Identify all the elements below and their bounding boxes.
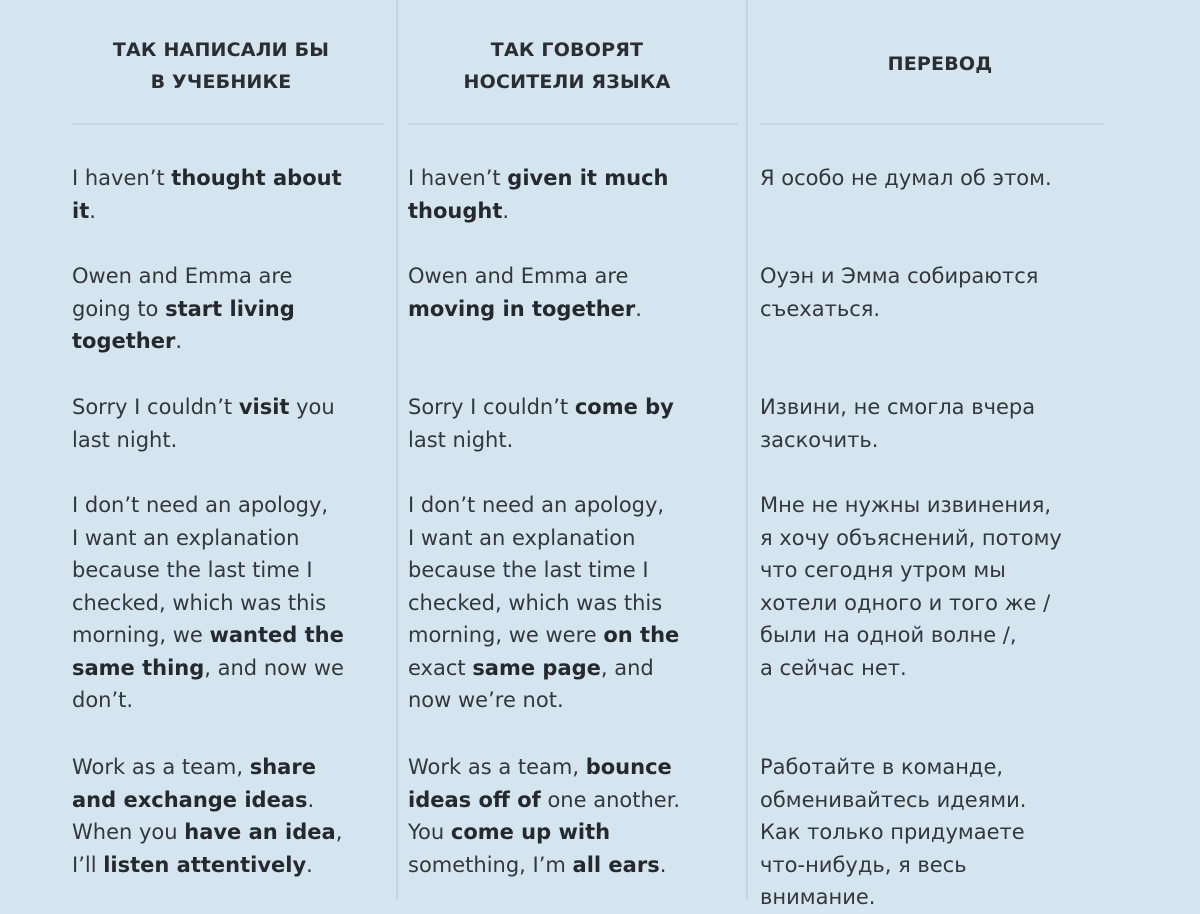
phrase-text: don’t. — [72, 688, 134, 712]
textbook-phrase — [72, 260, 295, 358]
phrase-text: а сейчас нет. — [760, 655, 907, 680]
bold-phrase: thought about — [171, 166, 342, 190]
phrase-text: . — [659, 852, 667, 877]
phrase-text: When you — [72, 820, 185, 844]
phrase-line — [408, 162, 669, 195]
textbook-phrase — [72, 489, 344, 717]
phrase-text: . — [306, 852, 313, 877]
phrase-text: обменивайтесь идеями. — [760, 787, 1027, 812]
bold-phrase: it — [72, 198, 90, 223]
phrase-text: . — [307, 787, 315, 812]
textbook-phrase — [72, 751, 342, 881]
phrase-line — [72, 751, 342, 784]
header-textbook — [60, 34, 382, 98]
header-translation — [780, 48, 1100, 80]
phrase-line — [760, 816, 1026, 849]
phrase-text: . — [502, 198, 510, 223]
bold-phrase: come up with — [450, 820, 611, 844]
native-phrase — [408, 260, 642, 325]
phrase-line — [72, 784, 342, 817]
phrase-line — [408, 619, 679, 652]
phrase-line — [72, 849, 342, 882]
phrase-text: one another. — [540, 787, 681, 812]
textbook-phrase — [72, 391, 335, 456]
phrase-text: внимание. — [760, 885, 876, 909]
phrase-text: я хочу объяснений, потому — [760, 525, 1062, 550]
phrase-line — [408, 849, 680, 882]
phrase-text: Sorry I couldn’t — [408, 395, 575, 419]
phrase-line — [760, 554, 1062, 587]
phrase-text: because the last time I — [408, 558, 649, 582]
phrase-text: something, I’m — [408, 852, 573, 877]
phrase-text: . — [635, 296, 642, 321]
native-phrase — [408, 751, 680, 881]
phrase-line — [408, 195, 669, 228]
bold-phrase: given it much — [507, 166, 669, 190]
phrase-line — [408, 489, 679, 522]
phrase-line — [72, 293, 295, 326]
phrase-text: Owen and Emma are — [408, 264, 629, 288]
native-phrase — [408, 489, 679, 717]
phrase-line — [72, 554, 344, 587]
phrase-line — [760, 881, 1026, 914]
column-divider — [396, 0, 398, 900]
phrase-text: Я особо не думал об этом. — [760, 166, 1052, 190]
phrase-line — [760, 751, 1026, 784]
translation-phrase — [760, 489, 1062, 684]
phrase-text: I haven’t — [72, 166, 172, 190]
phrase-line — [408, 652, 679, 685]
header-line: ПЕРЕВОД — [887, 53, 993, 75]
phrase-line — [72, 260, 295, 293]
phrase-text: Sorry I couldn’t — [72, 395, 239, 419]
phrase-line — [72, 391, 335, 424]
phrase-line — [72, 522, 344, 555]
phrase-text: I haven’t — [408, 166, 508, 190]
phrase-line — [760, 424, 1035, 457]
phrase-line — [408, 784, 680, 817]
phrase-text: . — [175, 329, 183, 353]
translation-phrase — [760, 391, 1035, 456]
phrase-line — [72, 424, 335, 457]
header-line: ТАК НАПИСАЛИ БЫ — [112, 39, 330, 61]
phrase-text: I don’t need an apology, — [72, 493, 329, 517]
phrase-text: now we’re not. — [408, 688, 564, 712]
translation-phrase — [760, 260, 1038, 325]
phrase-text: you — [289, 395, 335, 419]
phrase-line — [408, 684, 679, 717]
phrase-text: morning, we were — [408, 623, 604, 647]
bold-phrase: bounce — [585, 755, 672, 779]
bold-phrase: together — [72, 329, 176, 353]
header-divider — [408, 123, 738, 125]
phrase-line — [72, 684, 344, 717]
phrase-line — [72, 489, 344, 522]
bold-phrase: on the — [603, 623, 680, 647]
phrase-text: I’ll — [72, 852, 104, 877]
phrase-line — [408, 751, 680, 784]
phrase-text: хотели одного и того же / — [760, 590, 1051, 615]
phrase-line — [408, 424, 674, 457]
phrase-line — [760, 391, 1035, 424]
native-phrase — [408, 391, 674, 456]
phrase-text: , and — [600, 655, 654, 680]
phrase-line — [760, 849, 1026, 882]
phrase-line — [760, 784, 1026, 817]
phrase-text: были на одной волне /, — [760, 623, 1017, 647]
bold-phrase: wanted the — [209, 623, 344, 647]
bold-phrase: share — [249, 755, 316, 779]
header-divider — [72, 123, 384, 125]
column-divider — [746, 0, 748, 900]
phrase-text: съехаться. — [760, 296, 881, 321]
bold-phrase: moving in together — [408, 296, 636, 321]
native-phrase — [408, 162, 669, 227]
phrase-text: checked, which was this — [72, 590, 327, 615]
bold-phrase: all ears — [572, 852, 660, 877]
phrase-text: I don’t need an apology, — [408, 493, 665, 517]
phrase-text: что сегодня утром мы — [760, 558, 1006, 582]
header-native-speakers — [406, 34, 728, 98]
phrase-line — [408, 260, 642, 293]
textbook-phrase — [72, 162, 342, 227]
phrase-text: last night. — [72, 427, 178, 452]
phrase-line — [760, 162, 1052, 195]
phrase-line — [408, 587, 679, 620]
phrase-text: . — [89, 198, 96, 223]
phrase-line — [760, 587, 1062, 620]
header-line: НОСИТЕЛИ ЯЗЫКА — [463, 71, 671, 93]
phrase-text: last night. — [408, 427, 514, 452]
phrase-text: I want an explanation — [408, 525, 636, 550]
phrase-text: checked, which was this — [408, 590, 663, 615]
bold-phrase: start living — [165, 296, 295, 321]
phrase-line — [72, 587, 344, 620]
phrase-line — [760, 293, 1038, 326]
phrase-line — [72, 816, 342, 849]
phrase-text: I want an explanation — [72, 525, 300, 550]
bold-phrase: come by — [574, 395, 674, 419]
bold-phrase: have an idea — [184, 820, 336, 844]
phrase-text: заскочить. — [760, 427, 879, 452]
phrase-text: exact — [408, 655, 473, 680]
phrase-text: Как только придумаете — [760, 820, 1025, 844]
phrase-text: Извини, не смогла вчера — [760, 395, 1036, 419]
phrase-text: Work as a team, — [408, 755, 586, 779]
header-divider — [760, 123, 1104, 125]
phrase-text: You — [408, 820, 451, 844]
header-line: ТАК ГОВОРЯТ — [490, 39, 644, 61]
phrase-line — [408, 391, 674, 424]
phrase-line — [72, 162, 342, 195]
phrase-line — [760, 260, 1038, 293]
bold-phrase: thought — [408, 198, 503, 223]
phrase-line — [72, 195, 342, 228]
phrase-text: Owen and Emma are — [72, 264, 293, 288]
phrase-text: Оуэн и Эмма собираются — [760, 264, 1039, 288]
translation-phrase — [760, 162, 1052, 195]
phrase-line — [72, 652, 344, 685]
phrase-line — [408, 293, 642, 326]
phrase-text: going to — [72, 296, 166, 321]
bold-phrase: listen attentively — [103, 852, 307, 877]
phrase-text: Мне не нужны извинения, — [760, 493, 1052, 517]
bold-phrase: ideas off of — [408, 787, 541, 812]
phrase-line — [72, 619, 344, 652]
header-line: В УЧЕБНИКЕ — [150, 71, 292, 93]
phrase-line — [408, 816, 680, 849]
phrase-line — [408, 554, 679, 587]
phrase-text: morning, we — [72, 623, 210, 647]
phrase-line — [760, 652, 1062, 685]
phrase-text: because the last time I — [72, 558, 313, 582]
bold-phrase: and exchange ideas — [72, 787, 308, 812]
phrase-text: Work as a team, — [72, 755, 250, 779]
bold-phrase: visit — [238, 395, 290, 419]
translation-phrase — [760, 751, 1026, 914]
phrase-text: что-нибудь, я весь — [760, 852, 967, 877]
phrase-line — [408, 522, 679, 555]
phrase-line — [760, 619, 1062, 652]
bold-phrase: same thing — [72, 655, 205, 680]
phrase-line — [760, 489, 1062, 522]
bold-phrase: same page — [472, 655, 601, 680]
phrase-line — [760, 522, 1062, 555]
phrase-text: , — [335, 820, 343, 844]
phrase-text: , and now we — [204, 655, 344, 680]
phrase-text: Работайте в команде, — [760, 755, 1004, 779]
phrase-line — [72, 325, 295, 358]
